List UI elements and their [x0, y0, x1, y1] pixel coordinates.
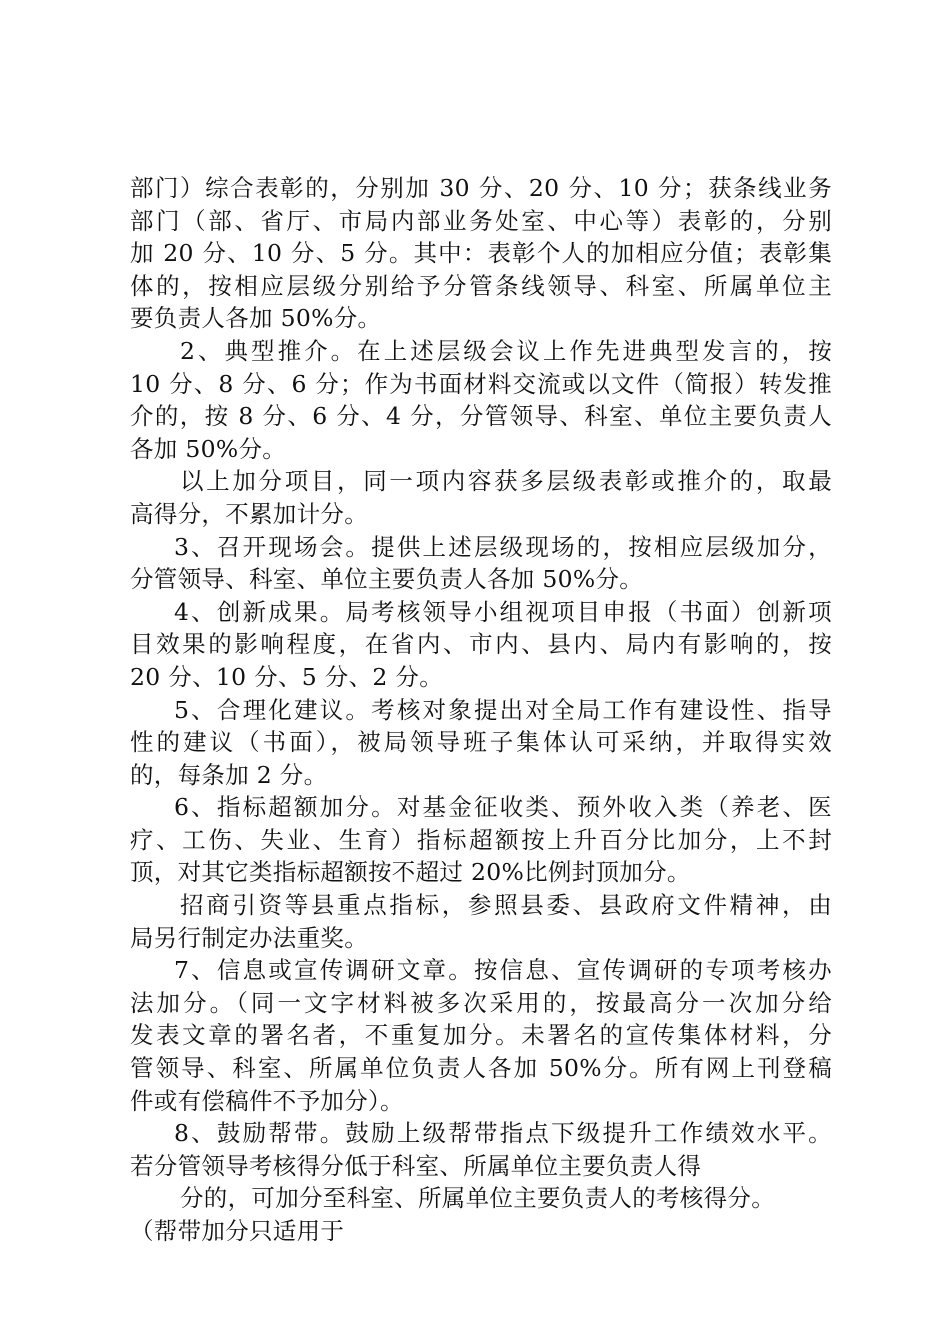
text-line: 发表文章的署名者，不重复加分。未署名的宣传集体材料，分 — [130, 1021, 832, 1050]
text-line: 件或有偿稿件不予加分）。 — [130, 1086, 404, 1115]
text-line: 7、信息或宣传调研文章。按信息、宣传调研的专项考核办 — [174, 956, 832, 985]
text-line: 的，每条加 2 分。 — [130, 760, 328, 789]
text-line: 10 分、8 分、6 分；作为书面材料交流或以文件（简报）转发推 — [130, 369, 832, 398]
text-line: 若分管领导考核得分低于科室、所属单位主要负责人得 — [130, 1151, 702, 1180]
text-line: 20 分、10 分、5 分、2 分。 — [130, 662, 443, 691]
text-line: 局另行制定办法重奖。 — [130, 923, 368, 952]
document-body — [130, 172, 832, 1248]
text-line: 8、鼓励帮带。鼓励上级帮带指点下级提升工作绩效水平。 — [174, 1119, 832, 1148]
text-line: 介的，按 8 分、6 分、4 分，分管领导、科室、单位主要负责人 — [130, 402, 832, 431]
text-line: 疗、工伤、失业、生育）指标超额按上升百分比加分，上不封 — [130, 825, 832, 854]
text-line: 招商引资等县重点指标，参照县委、县政府文件精神，由 — [180, 891, 832, 920]
text-line: 法加分。（同一文字材料被多次采用的，按最高分一次加分给 — [130, 988, 832, 1017]
text-line: 6、指标超额加分。对基金征收类、预外收入类（养老、医 — [174, 793, 832, 822]
text-line: 加 20 分、10 分、5 分。其中：表彰个人的加相应分值；表彰集 — [130, 239, 832, 268]
text-line: 分管领导、科室、单位主要负责人各加 50%分。 — [130, 565, 644, 594]
text-line: 分的，可加分至科室、所属单位主要负责人的考核得分。 — [180, 1184, 775, 1213]
text-line: 各加 50%分。 — [130, 434, 287, 463]
text-line: 2、典型推介。在上述层级会议上作先进典型发言的，按 — [180, 336, 832, 365]
text-line: 体的，按相应层级分别给予分管条线领导、科室、所属单位主 — [130, 271, 832, 300]
text-line: 性的建议（书面），被局领导班子集体认可采纳，并取得实效 — [130, 728, 832, 757]
text-line: 顶，对其它类指标超额按不超过 20%比例封顶加分。 — [130, 858, 691, 887]
text-line: 目效果的影响程度，在省内、市内、县内、局内有影响的，按 — [130, 630, 832, 659]
text-line: 4、创新成果。局考核领导小组视项目申报（书面）创新项 — [174, 597, 832, 626]
text-line: 5、合理化建议。考核对象提出对全局工作有建设性、指导 — [174, 695, 832, 724]
text-line: 3、召开现场会。提供上述层级现场的，按相应层级加分， — [174, 532, 832, 561]
text-line: 以上加分项目，同一项内容获多层级表彰或推介的，取最 — [180, 467, 832, 496]
text-line: 高得分，不累加计分。 — [130, 499, 368, 528]
text-line: 管领导、科室、所属单位负责人各加 50%分。所有网上刊登稿 — [130, 1054, 832, 1083]
text-line: （帮带加分只适用于 — [130, 1217, 345, 1245]
text-line: 要负责人各加 50%分。 — [130, 304, 382, 333]
text-line: 部门（部、省厅、市局内部业务处室、中心等）表彰的，分别 — [130, 206, 832, 235]
text-line: 部门）综合表彰的，分别加 30 分、20 分、10 分；获条线业务 — [130, 174, 832, 202]
